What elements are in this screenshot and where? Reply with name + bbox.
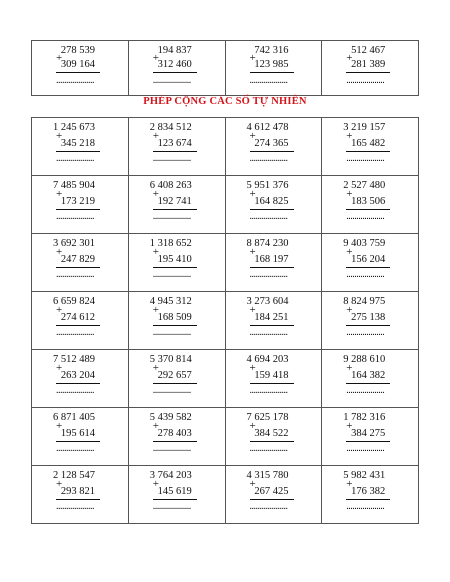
addition-problem bbox=[32, 350, 128, 407]
second-addend: 168 197 bbox=[254, 254, 289, 265]
addition-exercise-table bbox=[31, 117, 419, 524]
plus-sign: + bbox=[152, 246, 159, 258]
first-addend: 7 625 178 bbox=[246, 412, 289, 423]
first-addend: 1 318 652 bbox=[149, 238, 192, 249]
plus-sign: + bbox=[152, 130, 159, 142]
first-addend: 7 485 904 bbox=[53, 180, 95, 191]
plus-sign: + bbox=[249, 304, 256, 316]
first-addend: 4 945 312 bbox=[149, 296, 192, 307]
problem-cell bbox=[322, 234, 419, 292]
first-addend: 1 782 316 bbox=[343, 412, 386, 423]
second-addend: 263 204 bbox=[60, 370, 95, 381]
answer-blank[interactable]: ................... bbox=[56, 269, 94, 280]
answer-blank[interactable]: ................... bbox=[56, 75, 94, 86]
second-addend: 176 382 bbox=[351, 486, 386, 497]
plus-sign: + bbox=[56, 130, 63, 142]
answer-blank[interactable]: ................... bbox=[249, 501, 288, 512]
addition-problem bbox=[322, 118, 418, 175]
first-addend: 4 315 780 bbox=[246, 470, 289, 481]
first-addend: 4 612 478 bbox=[246, 122, 289, 133]
problem-cell bbox=[225, 234, 322, 292]
answer-blank[interactable]: ................... bbox=[249, 211, 288, 222]
second-addend: 267 425 bbox=[254, 486, 289, 497]
second-addend: 192 741 bbox=[157, 196, 192, 207]
plus-sign: + bbox=[56, 420, 63, 432]
first-addend: 2 527 480 bbox=[343, 180, 386, 191]
problem-cell bbox=[322, 292, 419, 350]
plus-sign: + bbox=[249, 362, 256, 374]
second-addend: 168 509 bbox=[157, 312, 192, 323]
problem-cell bbox=[128, 350, 225, 408]
answer-blank[interactable]: ................... bbox=[346, 385, 385, 396]
addition-problem bbox=[226, 176, 322, 233]
plus-sign: + bbox=[346, 362, 353, 374]
table-row bbox=[32, 466, 419, 524]
table-row bbox=[32, 118, 419, 176]
answer-blank[interactable]: ................... bbox=[346, 327, 385, 338]
answer-blank[interactable]: ................... bbox=[56, 443, 94, 454]
problem-cell bbox=[32, 466, 129, 524]
first-addend: 6 871 405 bbox=[53, 412, 95, 423]
sum-line bbox=[346, 72, 390, 73]
first-addend: 7 512 489 bbox=[53, 354, 95, 365]
problem-cell bbox=[322, 118, 419, 176]
second-addend: 145 619 bbox=[157, 486, 192, 497]
top-exercise-table bbox=[31, 40, 419, 96]
sum-line bbox=[153, 72, 197, 73]
addition-problem bbox=[226, 41, 322, 95]
first-addend: 3 764 203 bbox=[149, 470, 192, 481]
second-addend: 195 410 bbox=[157, 254, 192, 265]
second-addend: 384 522 bbox=[254, 428, 289, 439]
problem-cell bbox=[128, 234, 225, 292]
table-row bbox=[32, 234, 419, 292]
problem-cell bbox=[32, 408, 129, 466]
addition-problem bbox=[129, 292, 225, 349]
problem-cell bbox=[225, 176, 322, 234]
second-addend: 274 612 bbox=[60, 312, 95, 323]
problem-cell bbox=[128, 292, 225, 350]
first-addend: 9 403 759 bbox=[343, 238, 386, 249]
answer-blank[interactable]: ................... bbox=[249, 385, 288, 396]
addition-problem bbox=[32, 41, 128, 95]
plus-sign: + bbox=[56, 304, 63, 316]
second-addend: 123 674 bbox=[157, 138, 192, 149]
problem-cell bbox=[225, 408, 322, 466]
first-addend: 3 219 157 bbox=[343, 122, 386, 133]
problem-cell bbox=[225, 41, 322, 96]
problem-cell bbox=[32, 41, 129, 96]
answer-blank[interactable]: ................... bbox=[249, 153, 288, 164]
problem-cell bbox=[225, 118, 322, 176]
answer-blank[interactable]: ................... bbox=[152, 501, 191, 512]
answer-blank[interactable]: ................... bbox=[56, 385, 94, 396]
problem-cell bbox=[322, 176, 419, 234]
answer-blank[interactable]: ................... bbox=[249, 327, 288, 338]
table-row bbox=[32, 41, 419, 96]
second-addend: 123 985 bbox=[254, 59, 289, 70]
problem-cell bbox=[32, 350, 129, 408]
second-addend: 183 506 bbox=[351, 196, 386, 207]
problem-cell bbox=[322, 350, 419, 408]
addition-problem bbox=[322, 176, 418, 233]
addition-problem bbox=[226, 466, 322, 523]
problem-cell bbox=[128, 118, 225, 176]
addition-problem bbox=[32, 292, 128, 349]
sum-line bbox=[250, 72, 294, 73]
second-addend: 281 389 bbox=[351, 59, 386, 70]
first-addend: 278 539 bbox=[60, 45, 95, 56]
answer-blank[interactable]: ................... bbox=[346, 269, 385, 280]
first-addend: 5 982 431 bbox=[343, 470, 386, 481]
second-addend: 345 218 bbox=[60, 138, 95, 149]
first-addend: 6 659 824 bbox=[53, 296, 95, 307]
first-addend: 5 370 814 bbox=[149, 354, 192, 365]
plus-sign: + bbox=[346, 188, 353, 200]
first-addend: 8 824 975 bbox=[343, 296, 386, 307]
addition-problem bbox=[226, 408, 322, 465]
addition-problem bbox=[129, 118, 225, 175]
problem-cell bbox=[32, 292, 129, 350]
answer-blank[interactable]: ................... bbox=[56, 501, 94, 512]
answer-blank[interactable]: ................... bbox=[346, 211, 385, 222]
addition-problem bbox=[322, 234, 418, 291]
plus-sign: + bbox=[346, 420, 353, 432]
first-addend: 9 288 610 bbox=[343, 354, 386, 365]
addition-problem bbox=[322, 466, 418, 523]
answer-blank[interactable]: ................... bbox=[249, 269, 288, 280]
answer-blank[interactable]: ................... bbox=[152, 269, 191, 280]
answer-blank[interactable]: ................... bbox=[346, 153, 385, 164]
addition-problem bbox=[226, 292, 322, 349]
problem-cell bbox=[322, 466, 419, 524]
table-row bbox=[32, 176, 419, 234]
plus-sign: + bbox=[346, 478, 353, 490]
plus-sign: + bbox=[249, 478, 256, 490]
plus-sign: + bbox=[152, 304, 159, 316]
addition-problem bbox=[129, 234, 225, 291]
sum-line bbox=[56, 72, 100, 73]
addition-problem bbox=[226, 350, 322, 407]
addition-problem bbox=[129, 466, 225, 523]
answer-blank[interactable]: ................... bbox=[346, 443, 385, 454]
first-addend: 8 874 230 bbox=[246, 238, 289, 249]
plus-sign: + bbox=[152, 188, 159, 200]
plus-sign: + bbox=[152, 420, 159, 432]
addition-problem bbox=[129, 41, 225, 95]
plus-sign: + bbox=[56, 246, 63, 258]
addition-problem bbox=[322, 408, 418, 465]
answer-blank[interactable]: ................... bbox=[346, 501, 385, 512]
worksheet-heading: PHÉP CỘNG CÁC SỐ TỰ NHIÊN bbox=[143, 96, 307, 107]
answer-blank[interactable]: ................... bbox=[152, 327, 191, 338]
table-row bbox=[32, 408, 419, 466]
plus-sign: + bbox=[249, 130, 256, 142]
second-addend: 292 657 bbox=[157, 370, 192, 381]
first-addend: 4 694 203 bbox=[246, 354, 289, 365]
plus-sign: + bbox=[56, 188, 63, 200]
problem-cell bbox=[322, 41, 419, 96]
first-addend: 742 316 bbox=[254, 45, 289, 56]
problem-cell bbox=[32, 118, 129, 176]
addition-problem bbox=[322, 292, 418, 349]
second-addend: 156 204 bbox=[351, 254, 386, 265]
addition-problem bbox=[32, 466, 128, 523]
addition-problem bbox=[32, 408, 128, 465]
second-addend: 274 365 bbox=[254, 138, 289, 149]
plus-sign: + bbox=[56, 478, 63, 490]
plus-sign: + bbox=[56, 362, 63, 374]
second-addend: 164 382 bbox=[351, 370, 386, 381]
second-addend: 293 821 bbox=[60, 486, 95, 497]
plus-sign: + bbox=[152, 362, 159, 374]
plus-sign: + bbox=[152, 52, 159, 64]
answer-blank[interactable]: ................... bbox=[152, 75, 191, 86]
first-addend: 2 834 512 bbox=[149, 122, 192, 133]
first-addend: 3 273 604 bbox=[246, 296, 289, 307]
addition-problem bbox=[32, 118, 128, 175]
second-addend: 173 219 bbox=[60, 196, 95, 207]
answer-blank[interactable]: ................... bbox=[152, 385, 191, 396]
problem-cell bbox=[225, 466, 322, 524]
plus-sign: + bbox=[346, 304, 353, 316]
answer-blank[interactable]: ................... bbox=[56, 153, 94, 164]
answer-blank[interactable]: ................... bbox=[152, 153, 191, 164]
problem-cell bbox=[32, 234, 129, 292]
plus-sign: + bbox=[249, 246, 256, 258]
plus-sign: + bbox=[346, 52, 353, 64]
problem-cell bbox=[128, 41, 225, 96]
problem-cell bbox=[128, 408, 225, 466]
plus-sign: + bbox=[249, 52, 256, 64]
addition-problem bbox=[322, 41, 418, 95]
second-addend: 312 460 bbox=[157, 59, 192, 70]
problem-cell bbox=[128, 176, 225, 234]
answer-blank[interactable]: ................... bbox=[56, 211, 94, 222]
first-addend: 3 692 301 bbox=[53, 238, 95, 249]
second-addend: 278 403 bbox=[157, 428, 192, 439]
answer-blank[interactable]: ................... bbox=[152, 211, 191, 222]
second-addend: 159 418 bbox=[254, 370, 289, 381]
answer-blank[interactable]: ................... bbox=[249, 75, 288, 86]
second-addend: 164 825 bbox=[254, 196, 289, 207]
addition-problem bbox=[129, 350, 225, 407]
plus-sign: + bbox=[346, 130, 353, 142]
plus-sign: + bbox=[249, 420, 256, 432]
addition-problem bbox=[129, 176, 225, 233]
second-addend: 309 164 bbox=[60, 59, 95, 70]
addition-problem bbox=[32, 234, 128, 291]
table-row bbox=[32, 350, 419, 408]
problem-cell bbox=[128, 466, 225, 524]
problem-cell bbox=[322, 408, 419, 466]
first-addend: 6 408 263 bbox=[149, 180, 192, 191]
plus-sign: + bbox=[346, 246, 353, 258]
first-addend: 5 951 376 bbox=[246, 180, 289, 191]
addition-problem bbox=[226, 234, 322, 291]
problem-cell bbox=[225, 292, 322, 350]
second-addend: 165 482 bbox=[351, 138, 386, 149]
answer-blank[interactable]: ................... bbox=[249, 443, 288, 454]
addition-problem bbox=[129, 408, 225, 465]
answer-blank[interactable]: ................... bbox=[56, 327, 94, 338]
first-addend: 5 439 582 bbox=[149, 412, 192, 423]
first-addend: 194 837 bbox=[157, 45, 192, 56]
first-addend: 1 245 673 bbox=[53, 122, 95, 133]
addition-problem bbox=[322, 350, 418, 407]
second-addend: 384 275 bbox=[351, 428, 386, 439]
plus-sign: + bbox=[249, 188, 256, 200]
addition-problem bbox=[226, 118, 322, 175]
plus-sign: + bbox=[152, 478, 159, 490]
second-addend: 275 138 bbox=[351, 312, 386, 323]
plus-sign: + bbox=[56, 52, 63, 64]
addition-exercise-body bbox=[32, 118, 419, 524]
top-exercise-body bbox=[32, 41, 419, 96]
problem-cell bbox=[225, 350, 322, 408]
answer-blank[interactable]: ................... bbox=[346, 75, 385, 86]
addition-problem bbox=[32, 176, 128, 233]
answer-blank[interactable]: ................... bbox=[152, 443, 191, 454]
second-addend: 184 251 bbox=[254, 312, 289, 323]
second-addend: 247 829 bbox=[60, 254, 95, 265]
problem-cell bbox=[32, 176, 129, 234]
first-addend: 512 467 bbox=[351, 45, 386, 56]
second-addend: 195 614 bbox=[60, 428, 95, 439]
first-addend: 2 128 547 bbox=[53, 470, 95, 481]
table-row bbox=[32, 292, 419, 350]
